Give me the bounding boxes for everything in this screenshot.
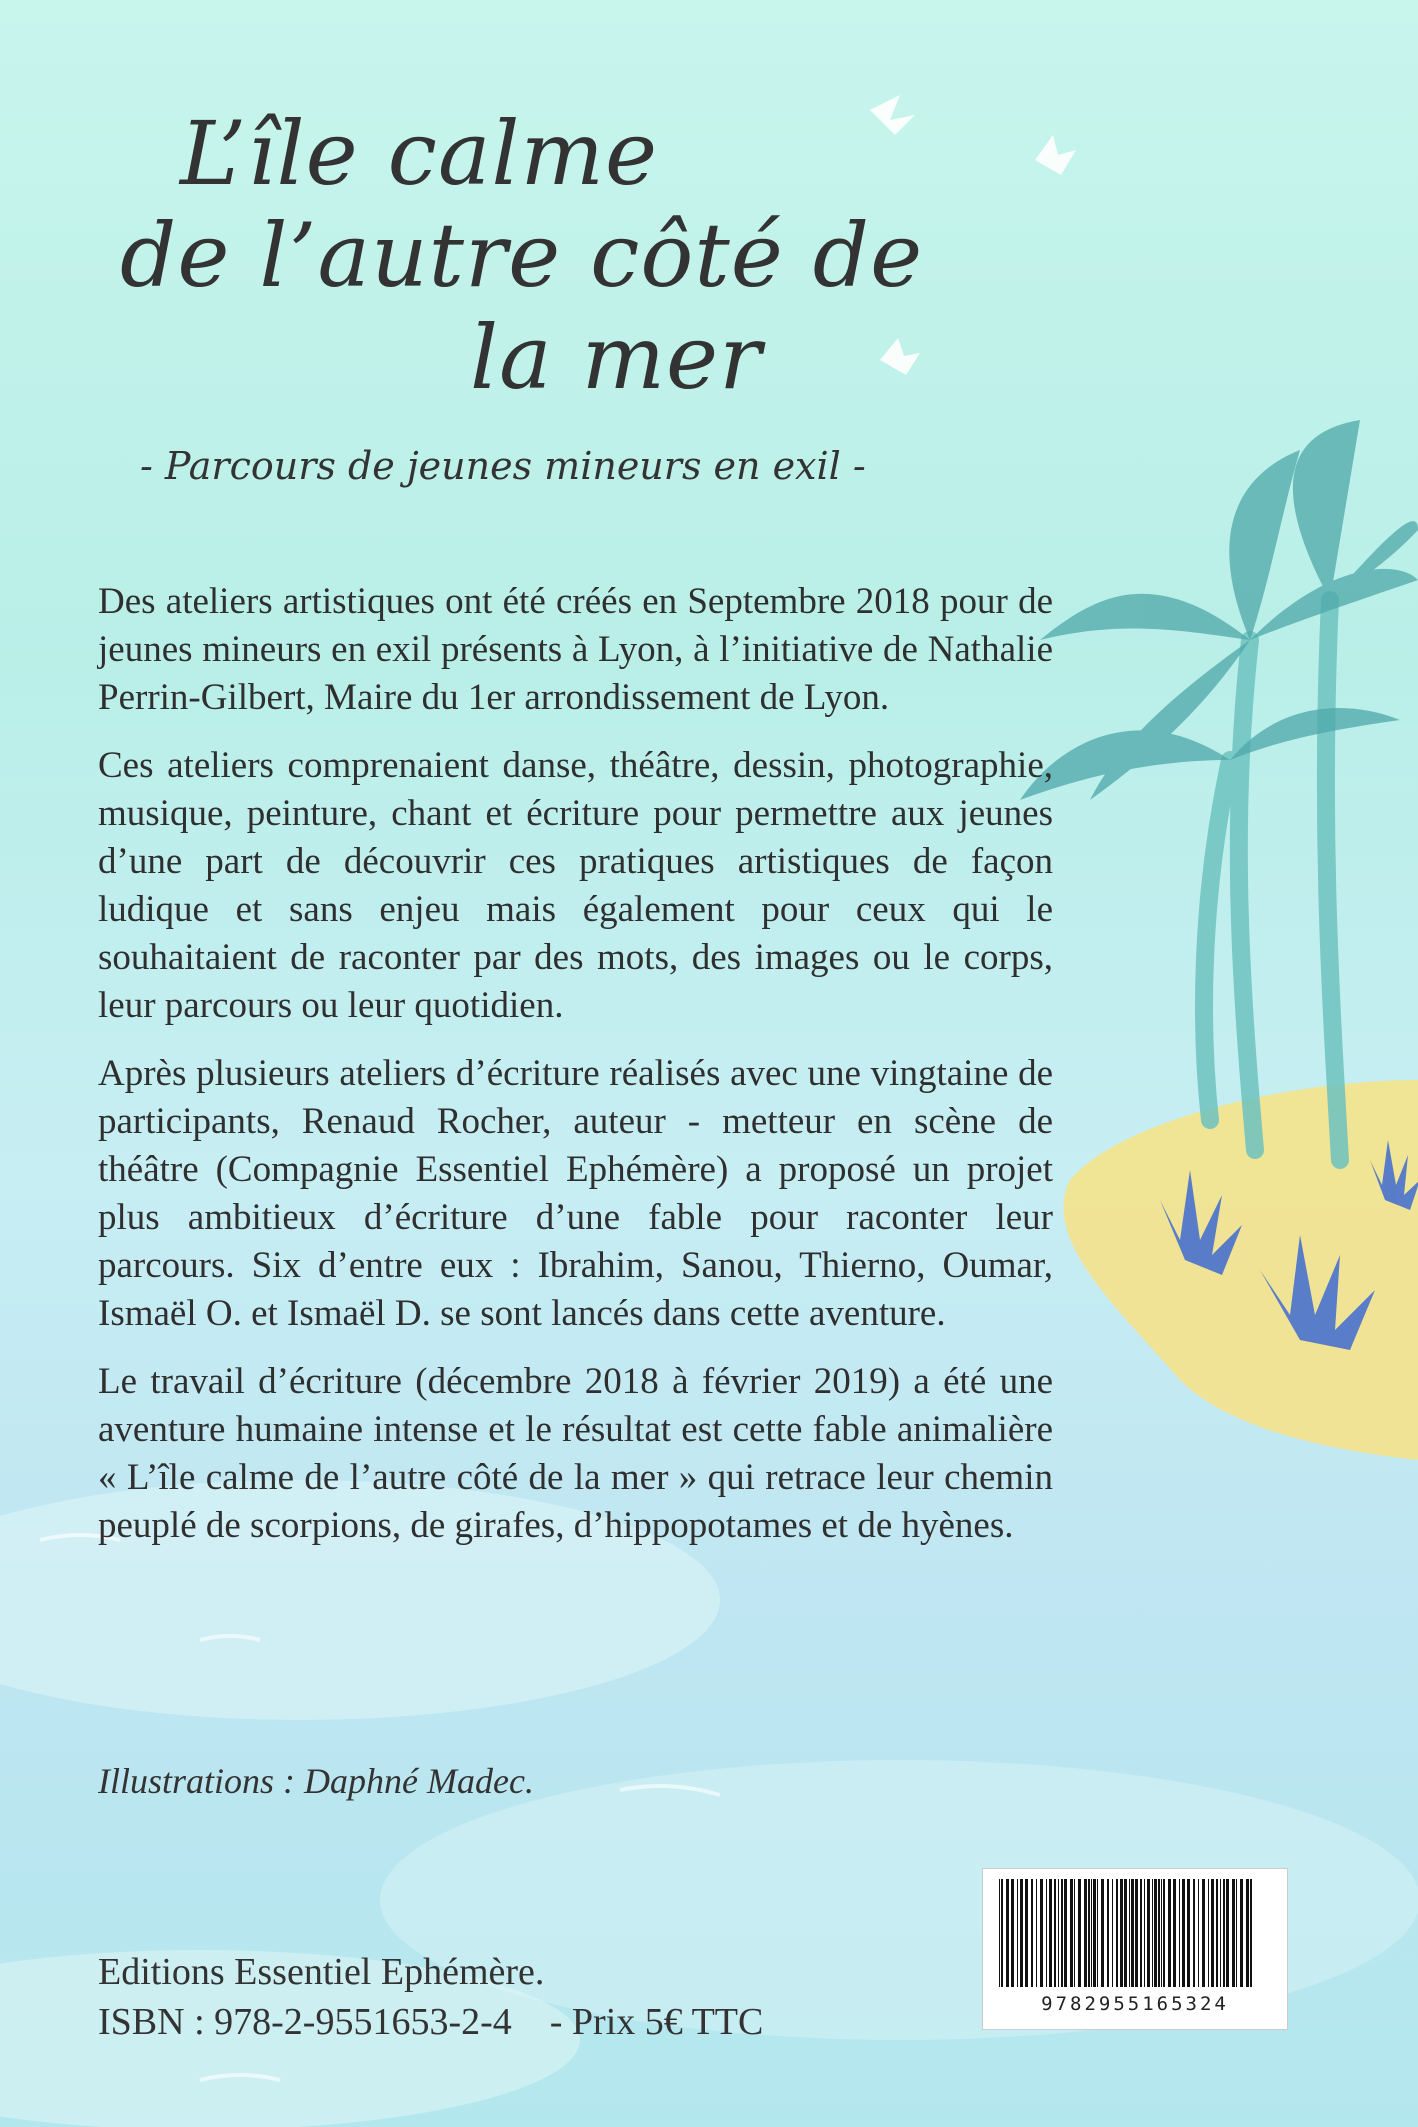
barcode-bar <box>1154 1879 1157 1987</box>
barcode-bar <box>1250 1879 1252 1987</box>
barcode-bar <box>1084 1879 1087 1987</box>
barcode-bar <box>1001 1879 1003 1987</box>
barcode-bar <box>1187 1879 1190 1987</box>
barcode-bar <box>1031 1879 1033 1987</box>
barcode-bar <box>1193 1879 1195 1987</box>
paragraph: Des ateliers artistiques ont été créés en Septembre 2018 pour de jeunes mineurs en exil présents à Lyon, à l’initiative de Nathalie Perrin-Gilbert, Maire du 1er arrondissement de Lyon. <box>98 581 1053 718</box>
title-line-3: la mer <box>470 306 763 409</box>
barcode-bar <box>1246 1879 1249 1987</box>
barcode-bar <box>1011 1879 1014 1987</box>
barcode-bar <box>1147 1879 1150 1987</box>
barcode-bar <box>1152 1879 1153 1987</box>
barcode-bar <box>1124 1879 1127 1987</box>
barcode-bar <box>1144 1879 1145 1987</box>
palm-trees-icon <box>1204 600 1340 1160</box>
barcode-bar <box>1202 1879 1205 1987</box>
barcode-bar <box>1058 1879 1059 1987</box>
barcode-bar <box>1211 1879 1214 1987</box>
barcode-bar <box>1070 1879 1073 1987</box>
title-line-2: de l’autre côté de <box>120 204 924 307</box>
barcode-bar <box>1232 1879 1235 1987</box>
publisher: Editions Essentiel Ephémère. <box>98 1951 545 1993</box>
barcode-bar <box>1120 1879 1123 1987</box>
title-line-1: L’île calme <box>180 102 659 205</box>
barcode-bar <box>1179 1879 1180 1987</box>
barcode-bar <box>1025 1879 1028 1987</box>
barcode-bar <box>1093 1879 1096 1987</box>
barcode-bar <box>1116 1879 1118 1987</box>
barcode-bar <box>1220 1879 1221 1987</box>
illustration-credits: Illustrations : Daphné Madec. <box>98 1761 534 1801</box>
barcode-bars <box>995 1879 1275 1989</box>
barcode-bar <box>1163 1879 1165 1987</box>
isbn-price: ISBN : 978-2-9551653-2-4 - Prix 5€ TTC <box>98 2001 764 2043</box>
barcode-bar <box>1173 1879 1176 1987</box>
paragraph: Le travail d’écriture (décembre 2018 à février 2019) a été une aventure humaine intense et le résultat est cette fable animalière « L’île calme de l’autre côté de la mer » qui retrace leur chemin peuplé de scorpions, de girafes, d’hippopotames et de hyènes. <box>98 1361 1053 1546</box>
barcode-bar <box>1208 1879 1209 1987</box>
paragraph: Après plusieurs ateliers d’écriture réalisés avec une vingtaine de participants, Renaud Rocher, auteur - metteur en scène de théâtre (Compagnie Essentiel Ephémère) a proposé un projet plus ambitieux d’écriture d’une fable pour raconter leur parcours. Six d’entre eux : Ibrahim, Sanou, Thierno, Oumar, Ismaël O. et Ismaël D. se sont lancés dans cette aventure. <box>98 1053 1053 1334</box>
barcode-bar <box>1101 1879 1104 1987</box>
barcode-bar <box>1020 1879 1023 1987</box>
barcode-bar <box>1107 1879 1109 1987</box>
barcode-bar <box>1236 1879 1237 1987</box>
barcode-bar <box>1040 1879 1043 1987</box>
barcode-bar <box>1131 1879 1134 1987</box>
barcode-bar <box>1017 1879 1018 1987</box>
barcode-digits: 9782955165324 <box>1041 1993 1229 2015</box>
barcode-bar <box>1091 1879 1092 1987</box>
barcode-bar <box>1140 1879 1142 1987</box>
barcode-bar <box>1161 1879 1162 1987</box>
summary-text <box>98 578 1053 1570</box>
barcode-bar <box>1064 1879 1067 1987</box>
barcode-bar <box>1226 1879 1229 1987</box>
barcode-bar <box>1216 1879 1218 1987</box>
barcode-bar <box>1088 1879 1090 1987</box>
barcode-bar <box>1036 1879 1037 1987</box>
barcode-bar <box>1240 1879 1243 1987</box>
barcode-bar <box>1198 1879 1199 1987</box>
barcode-bar <box>1061 1879 1063 1987</box>
barcode-bar <box>1168 1879 1171 1987</box>
barcode-bar <box>1129 1879 1130 1987</box>
barcode-bar <box>1054 1879 1056 1987</box>
barcode-bar <box>1135 1879 1138 1987</box>
barcode-bar <box>1158 1879 1160 1987</box>
paragraph: Ces ateliers comprenaient danse, théâtre, dessin, photographie, musique, peinture, chant et écriture pour permettre aux jeunes d’une part de découvrir ces pratiques artistiques de façon ludique et sans enjeu mais également pour ceux qui le souhaitaient de raconter par des mots, des images ou le corps, leur parcours ou leur quotidien. <box>98 745 1053 1026</box>
barcode-bar <box>1223 1879 1225 1987</box>
barcode-bar <box>1182 1879 1185 1987</box>
barcode <box>982 1868 1288 2030</box>
barcode-bar <box>1006 1879 1009 1987</box>
island-sand <box>1063 1080 1418 1460</box>
barcode-bar <box>1046 1879 1047 1987</box>
barcode-bar <box>1049 1879 1052 1987</box>
subtitle: - Parcours de jeunes mineurs en exil - <box>140 444 866 488</box>
barcode-bar <box>1074 1879 1075 1987</box>
barcode-bar <box>1078 1879 1081 1987</box>
barcode-bar <box>1112 1879 1113 1987</box>
barcode-bar <box>999 1879 1000 1987</box>
barcode-bar <box>1097 1879 1098 1987</box>
